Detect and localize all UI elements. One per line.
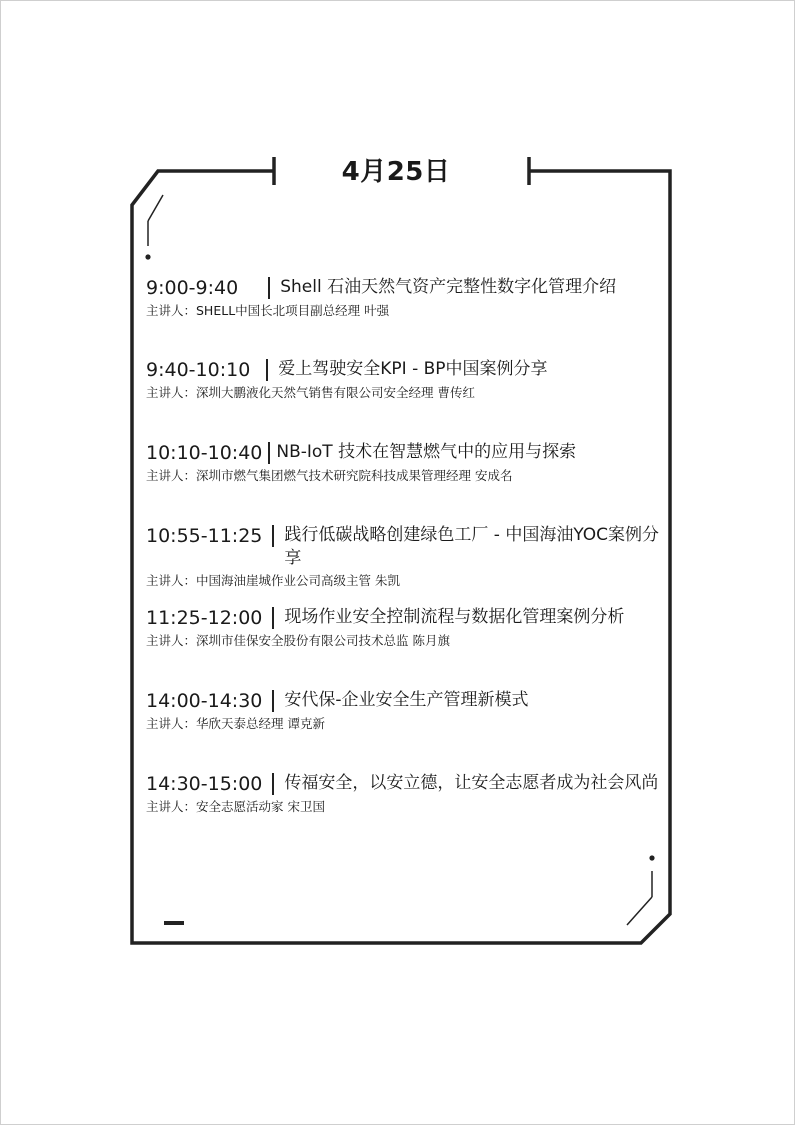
separator-bar: [272, 690, 274, 712]
session-topic: 爱上驾驶安全KPI - BP中国案例分享: [278, 359, 548, 379]
session-item: [146, 606, 676, 649]
session-item: [146, 358, 676, 401]
session-time: 14:00-14:30: [146, 690, 263, 712]
session-speaker: 主讲人：深圳市燃气集团燃气技术研究院科技成果管理经理 安成名: [146, 468, 513, 483]
session-speaker: 主讲人：安全志愿活动家 宋卫国: [146, 799, 325, 814]
session-topic: 现场作业安全控制流程与数据化管理案例分析: [284, 607, 625, 627]
session-speaker: 主讲人：深圳市佳保安全股份有限公司技术总监 陈月旗: [146, 633, 450, 648]
session-time: 14:30-15:00: [146, 773, 263, 795]
session-speaker: 主讲人：中国海油崖城作业公司高级主管 朱凯: [146, 573, 400, 588]
session-time: 9:40-10:10: [146, 359, 251, 381]
session-item: [146, 689, 676, 732]
separator-bar: [268, 277, 270, 299]
date-heading: 4月25日: [341, 157, 451, 187]
session-topic: 传福安全，以安立德，让安全志愿者成为社会风尚: [284, 773, 659, 793]
session-item: [146, 441, 676, 484]
session-speaker: 主讲人：华欣天泰总经理 谭克新: [146, 716, 325, 731]
session-item: [146, 524, 676, 589]
accent-line-bottom-right-diag: [627, 897, 652, 925]
accent-line-top-left-diag: [148, 195, 163, 221]
session-speaker: 主讲人：深圳大鹏液化天然气销售有限公司安全经理 曹传红: [146, 385, 475, 400]
accent-dash-bottom-left: [164, 921, 184, 925]
accent-dot-top-left: [145, 254, 150, 259]
session-topic: 安代保-企业安全生产管理新模式: [284, 690, 529, 710]
accent-dot-bottom-right: [649, 855, 654, 860]
session-time: 10:55-11:25: [146, 525, 263, 547]
session-speaker: 主讲人：SHELL中国长北项目副总经理 叶强: [146, 303, 390, 318]
session-item: [146, 276, 676, 319]
separator-bar: [266, 359, 268, 381]
separator-bar: [272, 607, 274, 629]
separator-bar: [272, 525, 274, 547]
session-topic: 践行低碳战略创建绿色工厂 - 中国海油YOC案例分享: [284, 525, 660, 568]
separator-bar: [272, 773, 274, 795]
session-item: [146, 772, 676, 815]
session-time: 11:25-12:00: [146, 607, 263, 629]
session-time: 9:00-9:40: [146, 277, 239, 299]
session-topic: Shell 石油天然气资产完整性数字化管理介绍: [280, 277, 617, 297]
session-time: 10:10-10:40: [146, 442, 263, 464]
separator-bar: [268, 442, 270, 464]
session-topic: NB-IoT 技术在智慧燃气中的应用与探索: [276, 442, 577, 462]
